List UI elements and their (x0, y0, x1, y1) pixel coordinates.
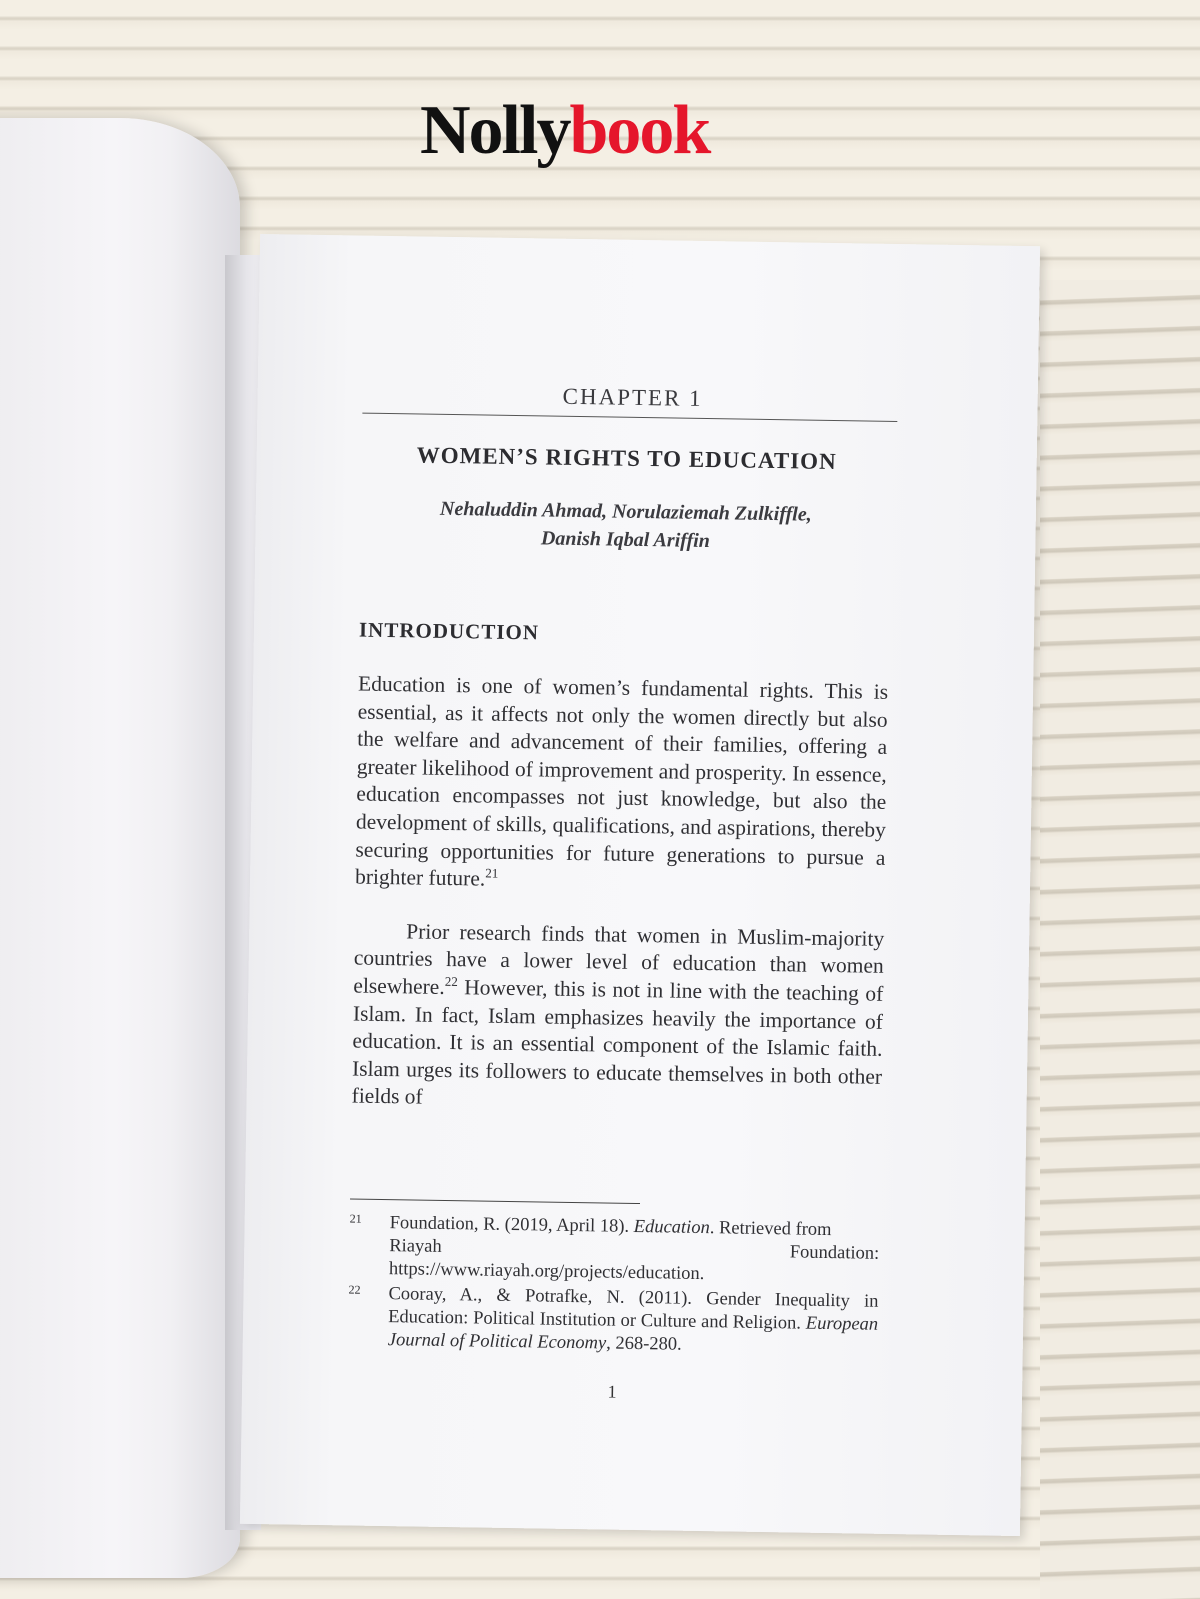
footnote-divider (350, 1198, 640, 1204)
section-heading: INTRODUCTION (358, 617, 540, 645)
footnote-ref-22: 22 (444, 973, 458, 989)
footnote-22 (348, 1282, 879, 1359)
paragraph-1-text: Education is one of women’s fundamental rights. This is essential, as it affects not only the women directly but also the welfare and advancement of their families, offering a greater likelihood of improvement and prosperity. In essence, education encompasses not just knowledge, but also the development of skills, qualifications, and aspirations, thereby securing opportunities for future generations to pursue a brighter future. (354, 671, 889, 891)
page-content (347, 381, 893, 1407)
footnote-text: , 268-280. (606, 1333, 682, 1355)
logo-part-nolly: Nolly (420, 92, 570, 169)
footnote-title: Education (633, 1216, 710, 1239)
footnote-number: 21 (349, 1211, 362, 1226)
footnote-number: 22 (348, 1282, 361, 1297)
paragraph-2-text-b: However, this is not in line with the teaching of Islam. In fact, Islam emphasizes heavily the importance of education. It is an essential component of the Islamic faith. Islam urges its followers to educate themselves in both other fields of (351, 975, 884, 1109)
footnote-text: . Retrieved from (709, 1218, 832, 1240)
page-number: 1 (607, 1381, 617, 1402)
footnote-21 (349, 1211, 880, 1288)
authors-line-2: Danish Iqbal Ariffin (540, 527, 711, 553)
right-book-page (240, 234, 1040, 1536)
footnote-text: Cooray, A., & Potrafke, N. (2011). Gender Inequality in Education: Political Institution or Culture and Religion. (388, 1284, 879, 1334)
footnote-ref-21: 21 (485, 865, 499, 881)
nollybook-logo (420, 86, 709, 176)
logo-part-book: book (569, 92, 710, 169)
footnote-title: European Journal of Political Economy (387, 1313, 879, 1354)
footnote-url: https://www.riayah.org/projects/education. (388, 1259, 705, 1284)
paragraph-1 (355, 671, 888, 900)
footnote-text: Riayah (389, 1236, 442, 1257)
authors-line-1: Nehaluddin Ahmad, Norulaziemah Zulkiffle, (439, 497, 812, 526)
footnote-text: Foundation, R. (2019, April 18). (389, 1213, 634, 1237)
authors-block (360, 494, 891, 558)
chapter-title: WOMEN’S RIGHTS TO EDUCATION (416, 442, 837, 475)
background-blinds (1040, 280, 1200, 1599)
left-book-page (0, 118, 240, 1578)
paragraph-2 (351, 917, 884, 1118)
paragraph-2-text-a: Prior research finds that women in Muslim-majority countries have a lower level of education than women elsewhere. (353, 919, 885, 999)
chapter-label: CHAPTER 1 (562, 383, 703, 411)
chapter-divider (362, 413, 897, 422)
footnote-text: Foundation: (789, 1242, 880, 1264)
